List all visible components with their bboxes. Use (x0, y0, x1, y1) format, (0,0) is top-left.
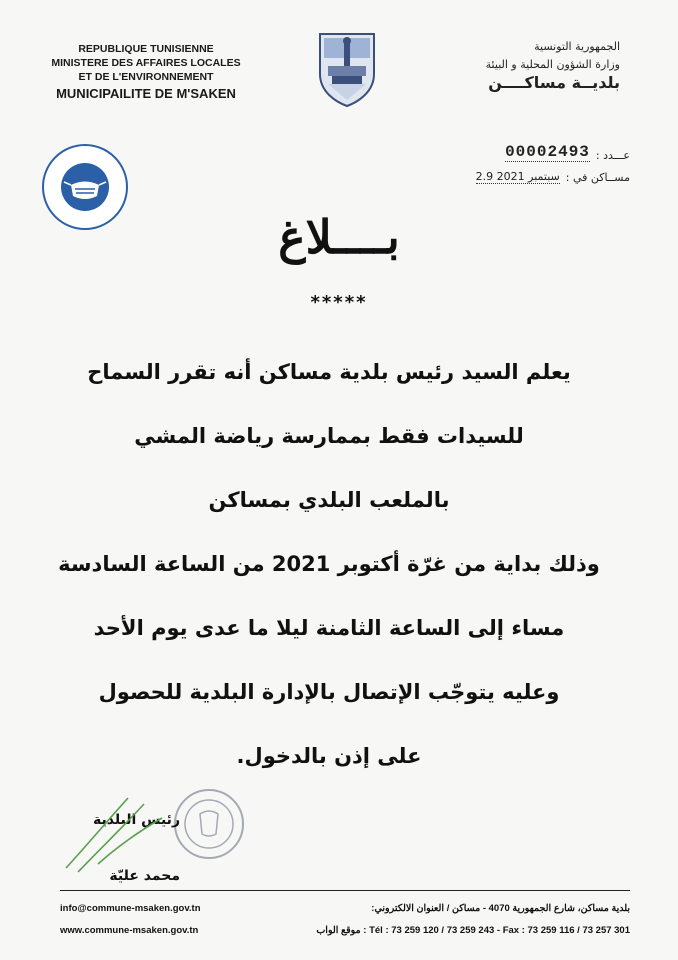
footer-row-address (60, 898, 630, 920)
ministry-label-ar: وزارة الشؤون المحلية و البيئة (485, 58, 620, 71)
reference-number-label: عـــدد : (595, 149, 630, 162)
municipality-label-fr: MUNICIPAILITE DE M'SAKEN (56, 86, 236, 101)
body-line: مساء إلى الساعة الثامنة ليلا ما عدى يوم الأحد (93, 616, 565, 640)
body-line: يعلم السيد رئيس بلدية مساكن أنه تقرر السماح (87, 360, 571, 384)
signatory-title: رئيس البلدية (92, 812, 180, 828)
reference-number-value: 00002493 (505, 143, 590, 161)
footer-address: بلدية مساكن، شارع الجمهورية 4070 - مساكن / العنوان الالكتروني: (371, 903, 630, 914)
footer-website[interactable]: www.commune-msaken.gov.tn (60, 925, 199, 936)
reference-date-value: 2.9 سبتمبر 2021 (475, 170, 560, 183)
municipality-label-ar: بلديــة مساكــــن (488, 73, 620, 92)
handwritten-signature-icon (58, 784, 178, 876)
french-header (36, 42, 256, 101)
title-separator-stars: ***** (310, 292, 368, 313)
footer-contact (316, 920, 630, 942)
footer (60, 898, 630, 942)
republic-label-fr: REPUBLIQUE TUNISIENNE (78, 43, 214, 55)
body-line: للسيدات فقط بممارسة رياضة المشي (134, 424, 524, 448)
announcement-body (40, 340, 618, 788)
ministry-label-fr: MINISTERE DES AFFAIRES LOCALES (51, 57, 241, 69)
footer-website-label: موقع الواب : (316, 925, 367, 936)
municipality-emblem-icon (314, 28, 380, 108)
signatory-name: محمد عليّة (109, 868, 180, 884)
footer-phones: Tél : 73 259 120 / 73 259 243 - Fax : 73 259 116 / 73 257 301 (369, 925, 630, 936)
footer-divider (60, 890, 630, 891)
reference-number-row (370, 140, 630, 162)
reference-date-label: مســاكن في : (565, 171, 630, 184)
body-line: بالملعب البلدي بمساكن (208, 488, 450, 512)
body-line: على إذن بالدخول. (236, 744, 422, 768)
body-line: وذلك بداية من غرّة أكتوبر 2021 من الساعة السادسة (58, 552, 600, 576)
body-line: وعليه يتوجّب الإتصال بالإدارة البلدية للحصول (98, 680, 560, 704)
reference-block (370, 140, 630, 184)
republic-label-ar: الجمهورية التونسية (534, 40, 620, 53)
arabic-header (440, 38, 620, 92)
footer-email[interactable]: info@commune-msaken.gov.tn (60, 903, 201, 914)
ministry-label-fr-2: ET DE L'ENVIRONNEMENT (78, 71, 214, 83)
reference-date-row (370, 162, 630, 184)
announcement-title: بــــلاغ (278, 210, 400, 264)
footer-row-contact (60, 920, 630, 942)
official-stamp-icon (170, 782, 248, 866)
